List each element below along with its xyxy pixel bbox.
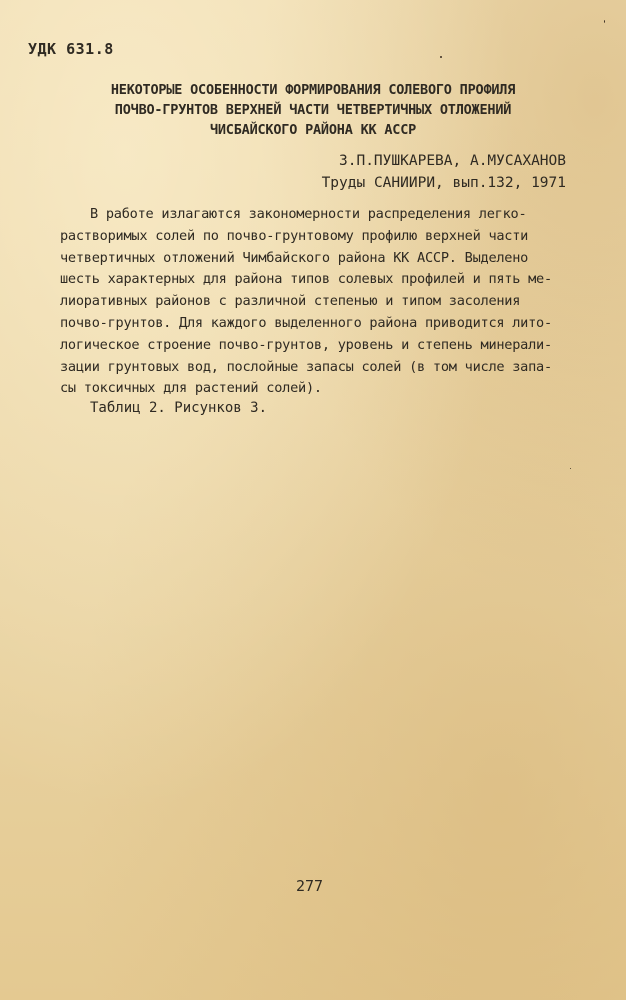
title-line-1: НЕКОТОРЫЕ ОСОБЕННОСТИ ФОРМИРОВАНИЯ СОЛЕВОГО ПРОФИЛЯ <box>110 82 516 98</box>
title-line-2: ПОЧВО-ГРУНТОВ ВЕРХНЕЙ ЧАСТИ ЧЕТВЕРТИЧНЫХ ОТЛОЖЕНИЙ <box>114 102 512 118</box>
udk-code: УДК 631.8 <box>28 40 114 58</box>
abstract-line-7: логическое строение почво-грунтов, уровень и степень минерали- <box>60 336 552 353</box>
abstract-line-6: почво-грунтов. Для каждого выделенного района приводится лито- <box>60 314 552 331</box>
paper-speck <box>604 20 605 23</box>
abstract-line-3: четвертичных отложений Чимбайского района КК АССР. Выделено <box>60 249 529 266</box>
abstract-line-4: шесть характерных для района типов солевых профилей и пять ме- <box>60 271 552 288</box>
page-number: 277 <box>296 877 324 895</box>
abstract-line-8: зации грунтовых вод, послойные запасы солей (в том числе запа- <box>60 358 552 375</box>
abstract-line-9: сы токсичных для растений солей). <box>60 380 322 397</box>
source-reference: Труды САНИИРИ, вып.132, 1971 <box>321 175 566 191</box>
author-block <box>322 150 566 194</box>
abstract-line-2: растворимых солей по почво-грунтовому профилю верхней части <box>60 227 529 244</box>
article-title <box>40 80 586 140</box>
authors: З.П.ПУШКАРЕВА, А.МУСАХАНОВ <box>339 153 566 169</box>
tables-figures-note: Таблиц 2. Рисунков 3. <box>90 400 268 416</box>
paper-speck <box>570 468 571 469</box>
abstract-line-5: лиоративных районов с различной степенью и типом засоления <box>60 293 521 310</box>
abstract-line-1: В работе излагаются закономерности распределения легко- <box>90 206 527 222</box>
abstract-text <box>60 204 582 400</box>
title-line-3: ЧИСБАЙСКОГО РАЙОНА КК АССР <box>209 122 417 138</box>
paper-speck <box>440 56 442 58</box>
